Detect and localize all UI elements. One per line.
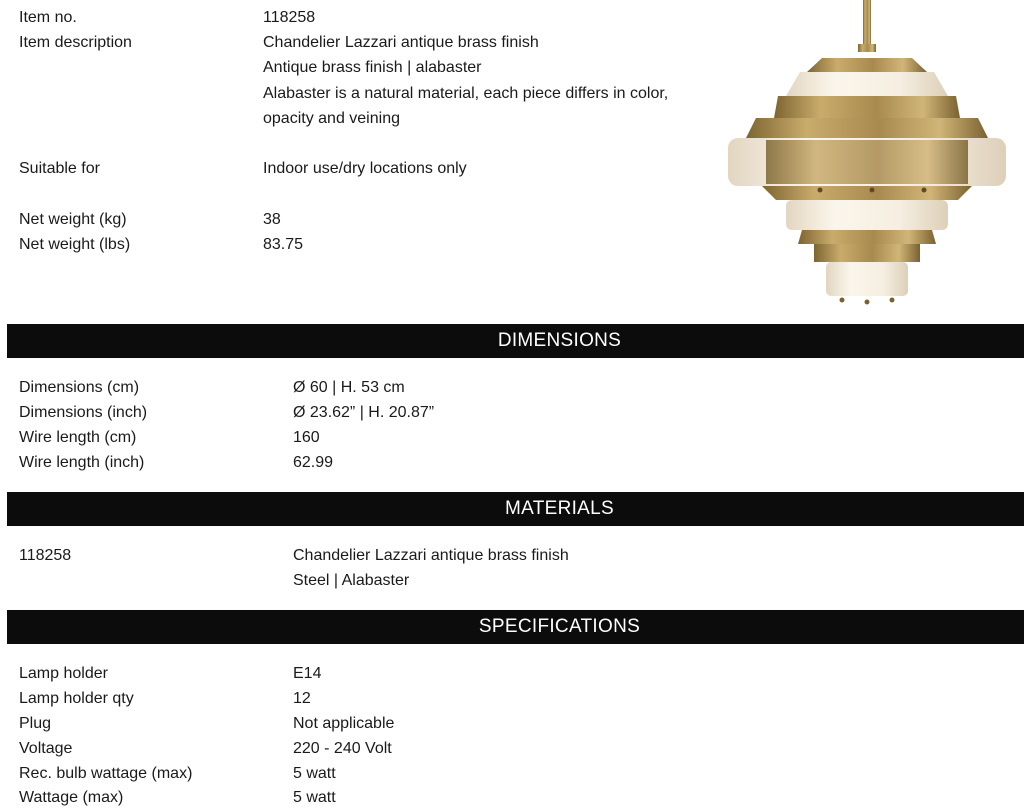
- item-no-label: Item no.: [19, 9, 77, 26]
- spec-value: 12: [293, 690, 311, 707]
- net-weight-kg-label: Net weight (kg): [19, 211, 127, 228]
- materials-row-2: [0, 568, 1024, 593]
- materials-item-no: 118258: [19, 547, 72, 564]
- spec-row: [0, 686, 1024, 711]
- specifications-header: [7, 610, 1024, 644]
- spec-row: [0, 785, 1024, 810]
- materials-line-1: Chandelier Lazzari antique brass finish: [293, 547, 569, 564]
- dimensions-label: Wire length (inch): [19, 454, 145, 471]
- spec-label: Lamp holder: [19, 665, 108, 682]
- spec-value: 220 - 240 Volt: [293, 740, 392, 757]
- spec-row: [0, 736, 1024, 761]
- dimensions-header: [7, 324, 1024, 358]
- spec-label: Lamp holder qty: [19, 690, 134, 707]
- dimensions-value: Ø 23.62” | H. 20.87”: [293, 404, 435, 421]
- dimensions-value: 62.99: [293, 454, 334, 471]
- spec-value: 5 watt: [293, 765, 336, 782]
- dimensions-label: Dimensions (cm): [19, 379, 140, 396]
- spec-value: 5 watt: [293, 789, 336, 806]
- suitable-for-label: Suitable for: [19, 160, 100, 177]
- dimensions-label: Dimensions (inch): [19, 404, 148, 421]
- spec-label: Rec. bulb wattage (max): [19, 765, 193, 782]
- dimensions-header-text: DIMENSIONS: [497, 330, 622, 351]
- item-description-label: Item description: [19, 34, 132, 51]
- net-weight-lbs-label: Net weight (lbs): [19, 236, 131, 253]
- materials-line-2: Steel | Alabaster: [293, 572, 410, 589]
- spec-row: [0, 761, 1024, 786]
- spec-value: E14: [293, 665, 322, 682]
- net-weight-kg-value: 38: [263, 211, 281, 228]
- dimensions-label: Wire length (cm): [19, 429, 137, 446]
- materials-row: [0, 543, 1024, 568]
- item-description-line-1: Chandelier Lazzari antique brass finish: [263, 34, 539, 51]
- spec-row: [0, 711, 1024, 736]
- dimensions-row: [0, 400, 1024, 425]
- dimensions-row: [0, 450, 1024, 475]
- spec-value: Not applicable: [293, 715, 395, 732]
- dimensions-row: [0, 425, 1024, 450]
- item-description-line-2: Antique brass finish | alabaster: [263, 59, 482, 76]
- suitable-for-value: Indoor use/dry locations only: [263, 160, 467, 177]
- item-no-value: 118258: [263, 9, 316, 26]
- dimensions-value: 160: [293, 429, 320, 446]
- spec-label: Voltage: [19, 740, 73, 757]
- net-weight-lbs-value: 83.75: [263, 236, 304, 253]
- dimensions-row: [0, 375, 1024, 400]
- materials-header: [7, 492, 1024, 526]
- chandelier-image: [722, 0, 1012, 312]
- item-description-line-3: Alabaster is a natural material, each piece differs in color,: [263, 85, 669, 102]
- spec-label: Plug: [19, 715, 52, 732]
- materials-header-text: MATERIALS: [505, 498, 614, 519]
- spec-row: [0, 661, 1024, 686]
- dimensions-value: Ø 60 | H. 53 cm: [293, 379, 405, 396]
- specifications-header-text: SPECIFICATIONS: [478, 616, 641, 637]
- spec-label: Wattage (max): [19, 789, 124, 806]
- item-description-line-4: opacity and veining: [263, 110, 400, 127]
